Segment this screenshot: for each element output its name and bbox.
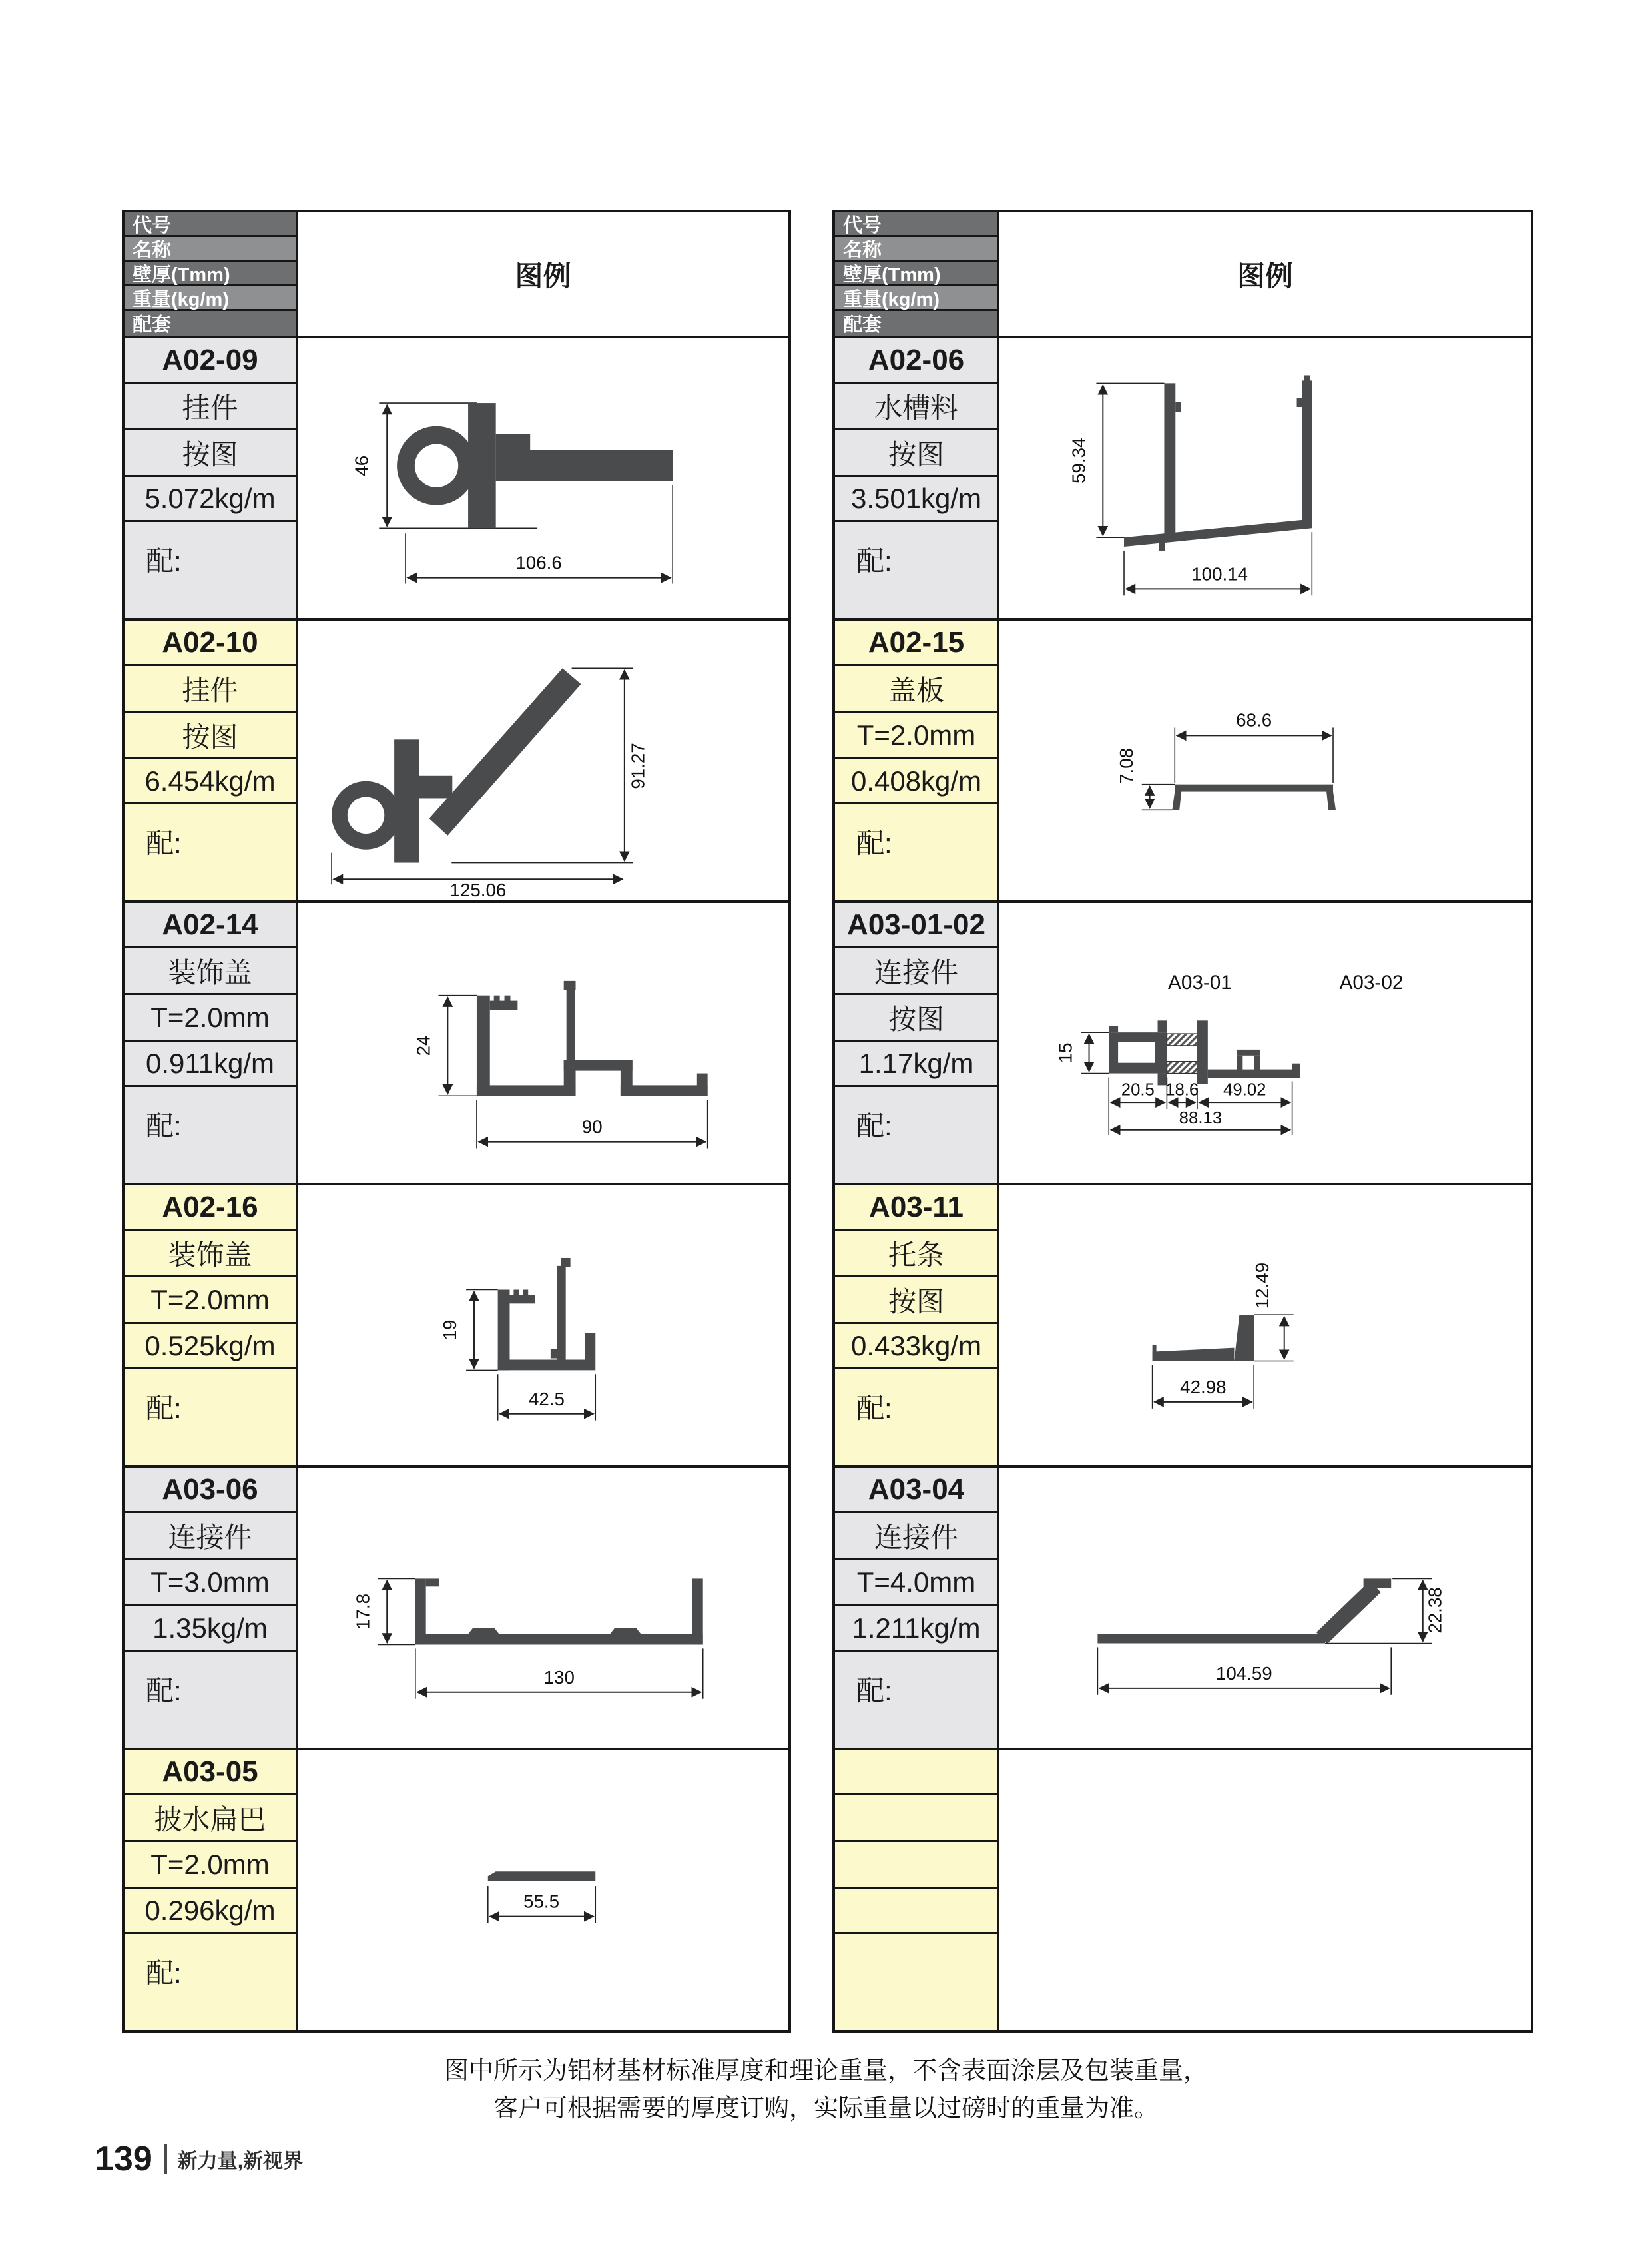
dim-width-label: 106.6 xyxy=(515,552,562,573)
mate-cell: 配: xyxy=(125,1652,296,1748)
mate-cell: 配: xyxy=(125,804,296,900)
weight-cell: 5.072kg/m xyxy=(125,477,296,522)
profile-drawing-a03-11 xyxy=(999,1185,1531,1465)
product-row-empty xyxy=(835,1748,1531,2030)
legend-header-cell: 图例 xyxy=(999,212,1531,336)
product-row-a02-14 xyxy=(125,900,788,1183)
profile-drawing-a03-01-02 xyxy=(999,903,1531,1183)
product-name-cell: 装饰盖 xyxy=(125,1231,296,1277)
product-code-cell: A03-05 xyxy=(125,1750,296,1795)
mate-cell: 配: xyxy=(125,522,296,618)
weight-cell: 3.501kg/m xyxy=(835,477,997,522)
weight-cell: 0.911kg/m xyxy=(125,1042,296,1087)
dim-height-label: 12.49 xyxy=(1251,1262,1272,1309)
wall-thickness-cell: 按图 xyxy=(125,713,296,759)
product-name-cell: 连接件 xyxy=(835,948,997,995)
product-code-cell: A02-15 xyxy=(835,621,997,666)
mate-cell: 配: xyxy=(835,804,997,900)
header-cell-code: 代号 xyxy=(835,212,997,237)
wall-thickness-cell: 按图 xyxy=(835,995,997,1042)
product-name-cell: 装饰盖 xyxy=(125,948,296,995)
profile-drawing-a02-06 xyxy=(999,338,1531,618)
mate-cell: 配: xyxy=(835,1087,997,1183)
header-cell-name: 名称 xyxy=(835,237,997,262)
profile-drawing-a02-14 xyxy=(298,903,788,1183)
sub-profile-label-a03-02: A03-02 xyxy=(1339,971,1404,994)
wall-thickness-cell: T=2.0mm xyxy=(125,1842,296,1889)
dim-width-label: 100.14 xyxy=(1191,563,1248,585)
weight-cell: 0.296kg/m xyxy=(125,1889,296,1934)
footer-note-line1: 图中所示为铝材基材标准厚度和理论重量，不含表面涂层及包装重量， xyxy=(444,2057,1208,2084)
sub-profile-label-a03-01: A03-01 xyxy=(1168,971,1232,994)
mate-cell xyxy=(835,1934,997,2030)
dim-width-label: 125.06 xyxy=(449,880,507,900)
dim-seg1-label: 20.5 xyxy=(1121,1080,1155,1100)
label-column xyxy=(125,1750,298,2030)
wall-thickness-cell xyxy=(835,1842,997,1889)
label-column xyxy=(835,621,999,900)
mate-cell: 配: xyxy=(835,1652,997,1748)
weight-cell: 0.433kg/m xyxy=(835,1324,997,1369)
header-cell-name: 名称 xyxy=(125,237,296,262)
product-name-cell xyxy=(835,1795,997,1842)
product-name-cell: 连接件 xyxy=(125,1513,296,1560)
label-column xyxy=(835,1468,999,1748)
wall-thickness-cell: T=3.0mm xyxy=(125,1560,296,1606)
mate-cell: 配: xyxy=(835,522,997,618)
weight-cell: 1.35kg/m xyxy=(125,1606,296,1652)
page-footer xyxy=(95,2139,303,2179)
mate-cell: 配: xyxy=(835,1369,997,1465)
weight-cell: 0.408kg/m xyxy=(835,759,997,804)
product-row-a02-06 xyxy=(835,336,1531,618)
header-cell-weight: 重量(kg/m) xyxy=(125,286,296,311)
product-code-cell: A03-04 xyxy=(835,1468,997,1513)
profile-drawing-a03-06 xyxy=(298,1468,788,1748)
product-row-a03-11 xyxy=(835,1183,1531,1465)
product-code-cell xyxy=(835,1750,997,1795)
dim-height-label: 7.08 xyxy=(1115,747,1137,784)
profile-drawing-a02-10 xyxy=(298,621,788,900)
product-code-cell: A03-01-02 xyxy=(835,903,997,948)
dim-width-label: 88.13 xyxy=(1179,1108,1223,1127)
product-name-cell: 水槽料 xyxy=(835,384,997,430)
product-row-a02-09 xyxy=(125,336,788,618)
header-cell-thickness: 壁厚(Tmm) xyxy=(125,262,296,286)
wall-thickness-cell: T=4.0mm xyxy=(835,1560,997,1606)
product-name-cell: 挂件 xyxy=(125,666,296,713)
spec-table-left xyxy=(122,210,791,2033)
dim-width-label: 68.6 xyxy=(1236,709,1272,731)
header-cell-weight: 重量(kg/m) xyxy=(835,286,997,311)
product-row-a02-16 xyxy=(125,1183,788,1465)
dim-width-label: 42.98 xyxy=(1180,1377,1227,1398)
label-column xyxy=(125,621,298,900)
dim-seg2-label: 18.6 xyxy=(1165,1080,1199,1100)
profile-drawing-a02-16 xyxy=(298,1185,788,1465)
wall-thickness-cell: T=2.0mm xyxy=(125,1277,296,1324)
product-code-cell: A02-09 xyxy=(125,338,296,384)
label-column xyxy=(125,903,298,1183)
product-code-cell: A02-06 xyxy=(835,338,997,384)
product-row-a02-15 xyxy=(835,618,1531,900)
label-column xyxy=(835,1185,999,1465)
dim-height-label: 46 xyxy=(351,455,372,476)
wall-thickness-cell: 按图 xyxy=(835,1277,997,1324)
mate-cell: 配: xyxy=(125,1369,296,1465)
wall-thickness-cell: 按图 xyxy=(835,430,997,477)
dim-width-label: 104.59 xyxy=(1215,1662,1272,1684)
product-code-cell: A02-16 xyxy=(125,1185,296,1231)
mate-cell: 配: xyxy=(125,1934,296,2030)
page-number: 139 xyxy=(95,2140,152,2178)
spec-table-right xyxy=(832,210,1533,2033)
product-code-cell: A02-10 xyxy=(125,621,296,666)
dim-height-label: 91.27 xyxy=(627,743,649,789)
dim-width-label: 42.5 xyxy=(528,1388,565,1409)
product-row-a03-05 xyxy=(125,1748,788,2030)
product-name-cell: 连接件 xyxy=(835,1513,997,1560)
legend-header-cell: 图例 xyxy=(298,212,788,336)
wall-thickness-cell: 按图 xyxy=(125,430,296,477)
dim-height-label: 24 xyxy=(413,1035,434,1056)
wall-thickness-cell: T=2.0mm xyxy=(125,995,296,1042)
table-header-left xyxy=(125,212,788,336)
header-label-column xyxy=(125,212,298,336)
footer-divider xyxy=(164,2144,167,2174)
header-cell-code: 代号 xyxy=(125,212,296,237)
product-row-a03-01-02 xyxy=(835,900,1531,1183)
spec-tables xyxy=(122,210,1533,2033)
header-cell-thickness: 壁厚(Tmm) xyxy=(835,262,997,286)
label-column xyxy=(835,903,999,1183)
product-row-a03-06 xyxy=(125,1465,788,1748)
dim-height-label: 15 xyxy=(1055,1042,1076,1064)
dim-height-label: 19 xyxy=(439,1319,461,1341)
label-column xyxy=(125,338,298,618)
brand-slogan: 新力量,新视界 xyxy=(177,2150,304,2172)
profile-drawing-empty xyxy=(999,1750,1531,2030)
footer-note-line2: 客户可根据需要的厚度订购，实际重量以过磅时的重量为准。 xyxy=(493,2094,1159,2122)
header-label-column xyxy=(835,212,999,336)
weight-cell: 0.525kg/m xyxy=(125,1324,296,1369)
weight-cell xyxy=(835,1889,997,1934)
wall-thickness-cell: T=2.0mm xyxy=(835,713,997,759)
product-row-a02-10 xyxy=(125,618,788,900)
label-column xyxy=(835,1750,999,2030)
product-name-cell: 披水扁巴 xyxy=(125,1795,296,1842)
dim-height-label: 17.8 xyxy=(352,1593,374,1630)
product-name-cell: 托条 xyxy=(835,1231,997,1277)
table-header-right xyxy=(835,212,1531,336)
profile-drawing-a03-04 xyxy=(999,1468,1531,1748)
weight-cell: 6.454kg/m xyxy=(125,759,296,804)
dim-height-label: 22.38 xyxy=(1424,1587,1446,1634)
dim-width-label: 55.5 xyxy=(523,1891,560,1912)
label-column xyxy=(835,338,999,618)
product-code-cell: A03-06 xyxy=(125,1468,296,1513)
dim-width-label: 130 xyxy=(543,1666,575,1688)
product-name-cell: 挂件 xyxy=(125,384,296,430)
profile-drawing-a02-09 xyxy=(298,338,788,618)
profile-drawing-a03-05 xyxy=(298,1750,788,2030)
mate-cell: 配: xyxy=(125,1087,296,1183)
label-column xyxy=(125,1468,298,1748)
profile-drawing-a02-15 xyxy=(999,621,1531,900)
product-name-cell: 盖板 xyxy=(835,666,997,713)
weight-cell: 1.17kg/m xyxy=(835,1042,997,1087)
dim-width-label: 90 xyxy=(581,1116,603,1137)
weight-cell: 1.211kg/m xyxy=(835,1606,997,1652)
header-cell-mate: 配套 xyxy=(125,311,296,336)
product-row-a03-04 xyxy=(835,1465,1531,1748)
dim-height-label: 59.34 xyxy=(1068,437,1089,483)
dim-seg3-label: 49.02 xyxy=(1223,1080,1266,1100)
header-cell-mate: 配套 xyxy=(835,311,997,336)
product-code-cell: A02-14 xyxy=(125,903,296,948)
label-column xyxy=(125,1185,298,1465)
product-code-cell: A03-11 xyxy=(835,1185,997,1231)
